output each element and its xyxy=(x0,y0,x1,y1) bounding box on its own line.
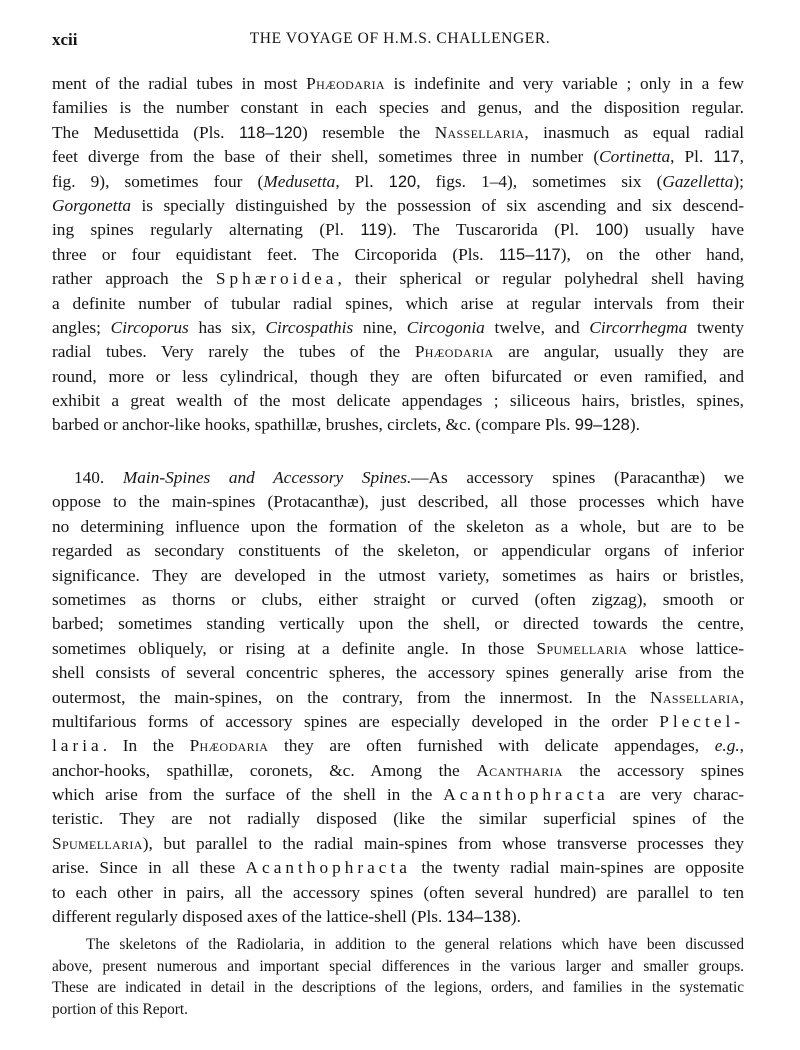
plate-reference: 100 xyxy=(595,221,623,240)
paragraph-radial-tubes xyxy=(52,72,744,438)
section-140-main-and-accessory-spines xyxy=(52,466,744,929)
text-line: barbed; sometimes standing vertically upon the shell, or directed towards the centre, xyxy=(52,614,744,634)
note-line: These are indicated in detail in the descriptions of the legions, orders, and families in the systematic xyxy=(52,979,744,996)
text-line: rather approach the Sphæroidea, their spherical or regular polyhedral shell having xyxy=(52,269,744,289)
plate-reference: 119 xyxy=(360,221,387,240)
plate-reference: 134–138 xyxy=(446,908,511,927)
plate-reference: 99–128 xyxy=(574,416,630,435)
text-line: The Medusettida (Pls. 118–120) resemble the Nassellaria, inasmuch as equal radial xyxy=(52,122,745,142)
running-head xyxy=(52,30,748,54)
plate-reference: 118–120 xyxy=(238,123,302,142)
text-line: different regularly disposed axes of the lattice-shell (Pls. 134–138). xyxy=(52,907,521,927)
plate-reference: 115–117 xyxy=(498,245,561,264)
note-line: The skeletons of the Radiolaria, in addition to the general relations which have been discussed xyxy=(86,936,744,953)
text-line: radial tubes. Very rarely the tubes of the Phæodaria are angular, usually they are xyxy=(52,342,744,362)
section-number: 140. xyxy=(74,468,123,487)
text-line: sometimes obliquely, or rising at a definite angle. In those Spumellaria whose lattice- xyxy=(52,638,744,658)
text-line: ing spines regularly alternating (Pl. 119). The Tuscarorida (Pl. 100) usually have xyxy=(52,220,744,240)
text-line: Spumellaria), but parallel to the radial main-spines from whose transverse processes they xyxy=(52,833,744,853)
text-line: teristic. They are not radially disposed (like the similar superficial spines of the xyxy=(52,809,744,829)
text-line: exhibit a great wealth of the most delicate appendages ; siliceous hairs, bristles, spines, xyxy=(52,391,744,411)
note-line: above, present numerous and important special differences in the various larger and smaller groups. xyxy=(52,957,744,975)
text-line: 140. Main-Spines and Accessory Spines.—As accessory spines (Paracanthæ) we xyxy=(74,468,744,487)
text-line: barbed or anchor-like hooks, spathillæ, brushes, circlets, &c. (compare Pls. 99–128). xyxy=(52,415,640,435)
text-line: Gorgonetta is specially distinguished by the possession of six ascending and six descend- xyxy=(52,195,744,215)
note-line: portion of this Report. xyxy=(52,1000,188,1018)
text-line: ment of the radial tubes in most Phæodaria is indefinite and very variable ; only in a few xyxy=(52,74,745,93)
text-line: no determining influence upon the formation of the skeleton as a whole, but are to be xyxy=(52,516,744,536)
text-line: sometimes as thorns or clubs, either straight or curved (often zigzag), smooth or xyxy=(52,589,744,609)
text-line: arise. Since in all these Acanthophracta the twenty radial main-spines are opposite xyxy=(52,858,744,878)
text-line: angles; Circoporus has six, Circospathis nine, Circogonia twelve, and Circorrhegma twenty xyxy=(52,317,745,337)
running-title: THE VOYAGE OF H.M.S. CHALLENGER. xyxy=(249,30,551,47)
text-line: significance. They are developed in the utmost variety, sometimes as hairs or bristles, xyxy=(52,565,744,585)
text-line: a definite number of tubular radial spines, which arise at regular intervals from their xyxy=(52,293,744,313)
text-line: oppose to the main-spines (Protacanthæ), just described, all those processes which have xyxy=(52,492,744,512)
text-line: three or four equidistant feet. The Circoporida (Pls. 115–117), on the other hand, xyxy=(52,244,744,264)
text-line: feet diverge from the base of their shell, sometimes three in number (Cortinetta, Pl. 117, xyxy=(52,147,744,167)
text-line: families is the number constant in each species and genus, and the disposition regular. xyxy=(52,98,744,118)
text-line: laria. In the Phæodaria they are often furnished with delicate appendages, e.g., xyxy=(52,736,744,756)
text-line: to each other in pairs, all the accessory spines (often several hundred) are parallel to ten xyxy=(52,882,744,902)
plate-reference: 120 xyxy=(388,172,417,191)
text-line: regarded as secondary constituents of the skeleton, or appendicular organs of inferior xyxy=(52,541,744,561)
text-line: shell consists of several concentric spheres, the accessory spines generally arise from the xyxy=(52,663,744,683)
closing-note xyxy=(52,934,744,1020)
text-line: outermost, the main-spines, on the contrary, from the innermost. In the Nassellaria, xyxy=(52,687,744,707)
text-line: multifarious forms of accessory spines are especially developed in the order Plectel- xyxy=(52,711,744,731)
plate-reference: 117 xyxy=(713,148,740,167)
page-number: xcii xyxy=(52,30,78,49)
section-heading: Main-Spines and Accessory Spines. xyxy=(122,468,412,487)
text-line: fig. 9), sometimes four (Medusetta, Pl. 120, figs. 1–4), sometimes six (Gazelletta); xyxy=(52,171,744,191)
text-line: round, more or less cylindrical, though they are often bifurcated or even ramified, and xyxy=(52,366,744,386)
text-line: which arise from the surface of the shell in the Acanthophracta are very charac- xyxy=(52,785,744,805)
text-line: anchor-hooks, spathillæ, coronets, &c. Among the Acantharia the accessory spines xyxy=(52,760,745,780)
